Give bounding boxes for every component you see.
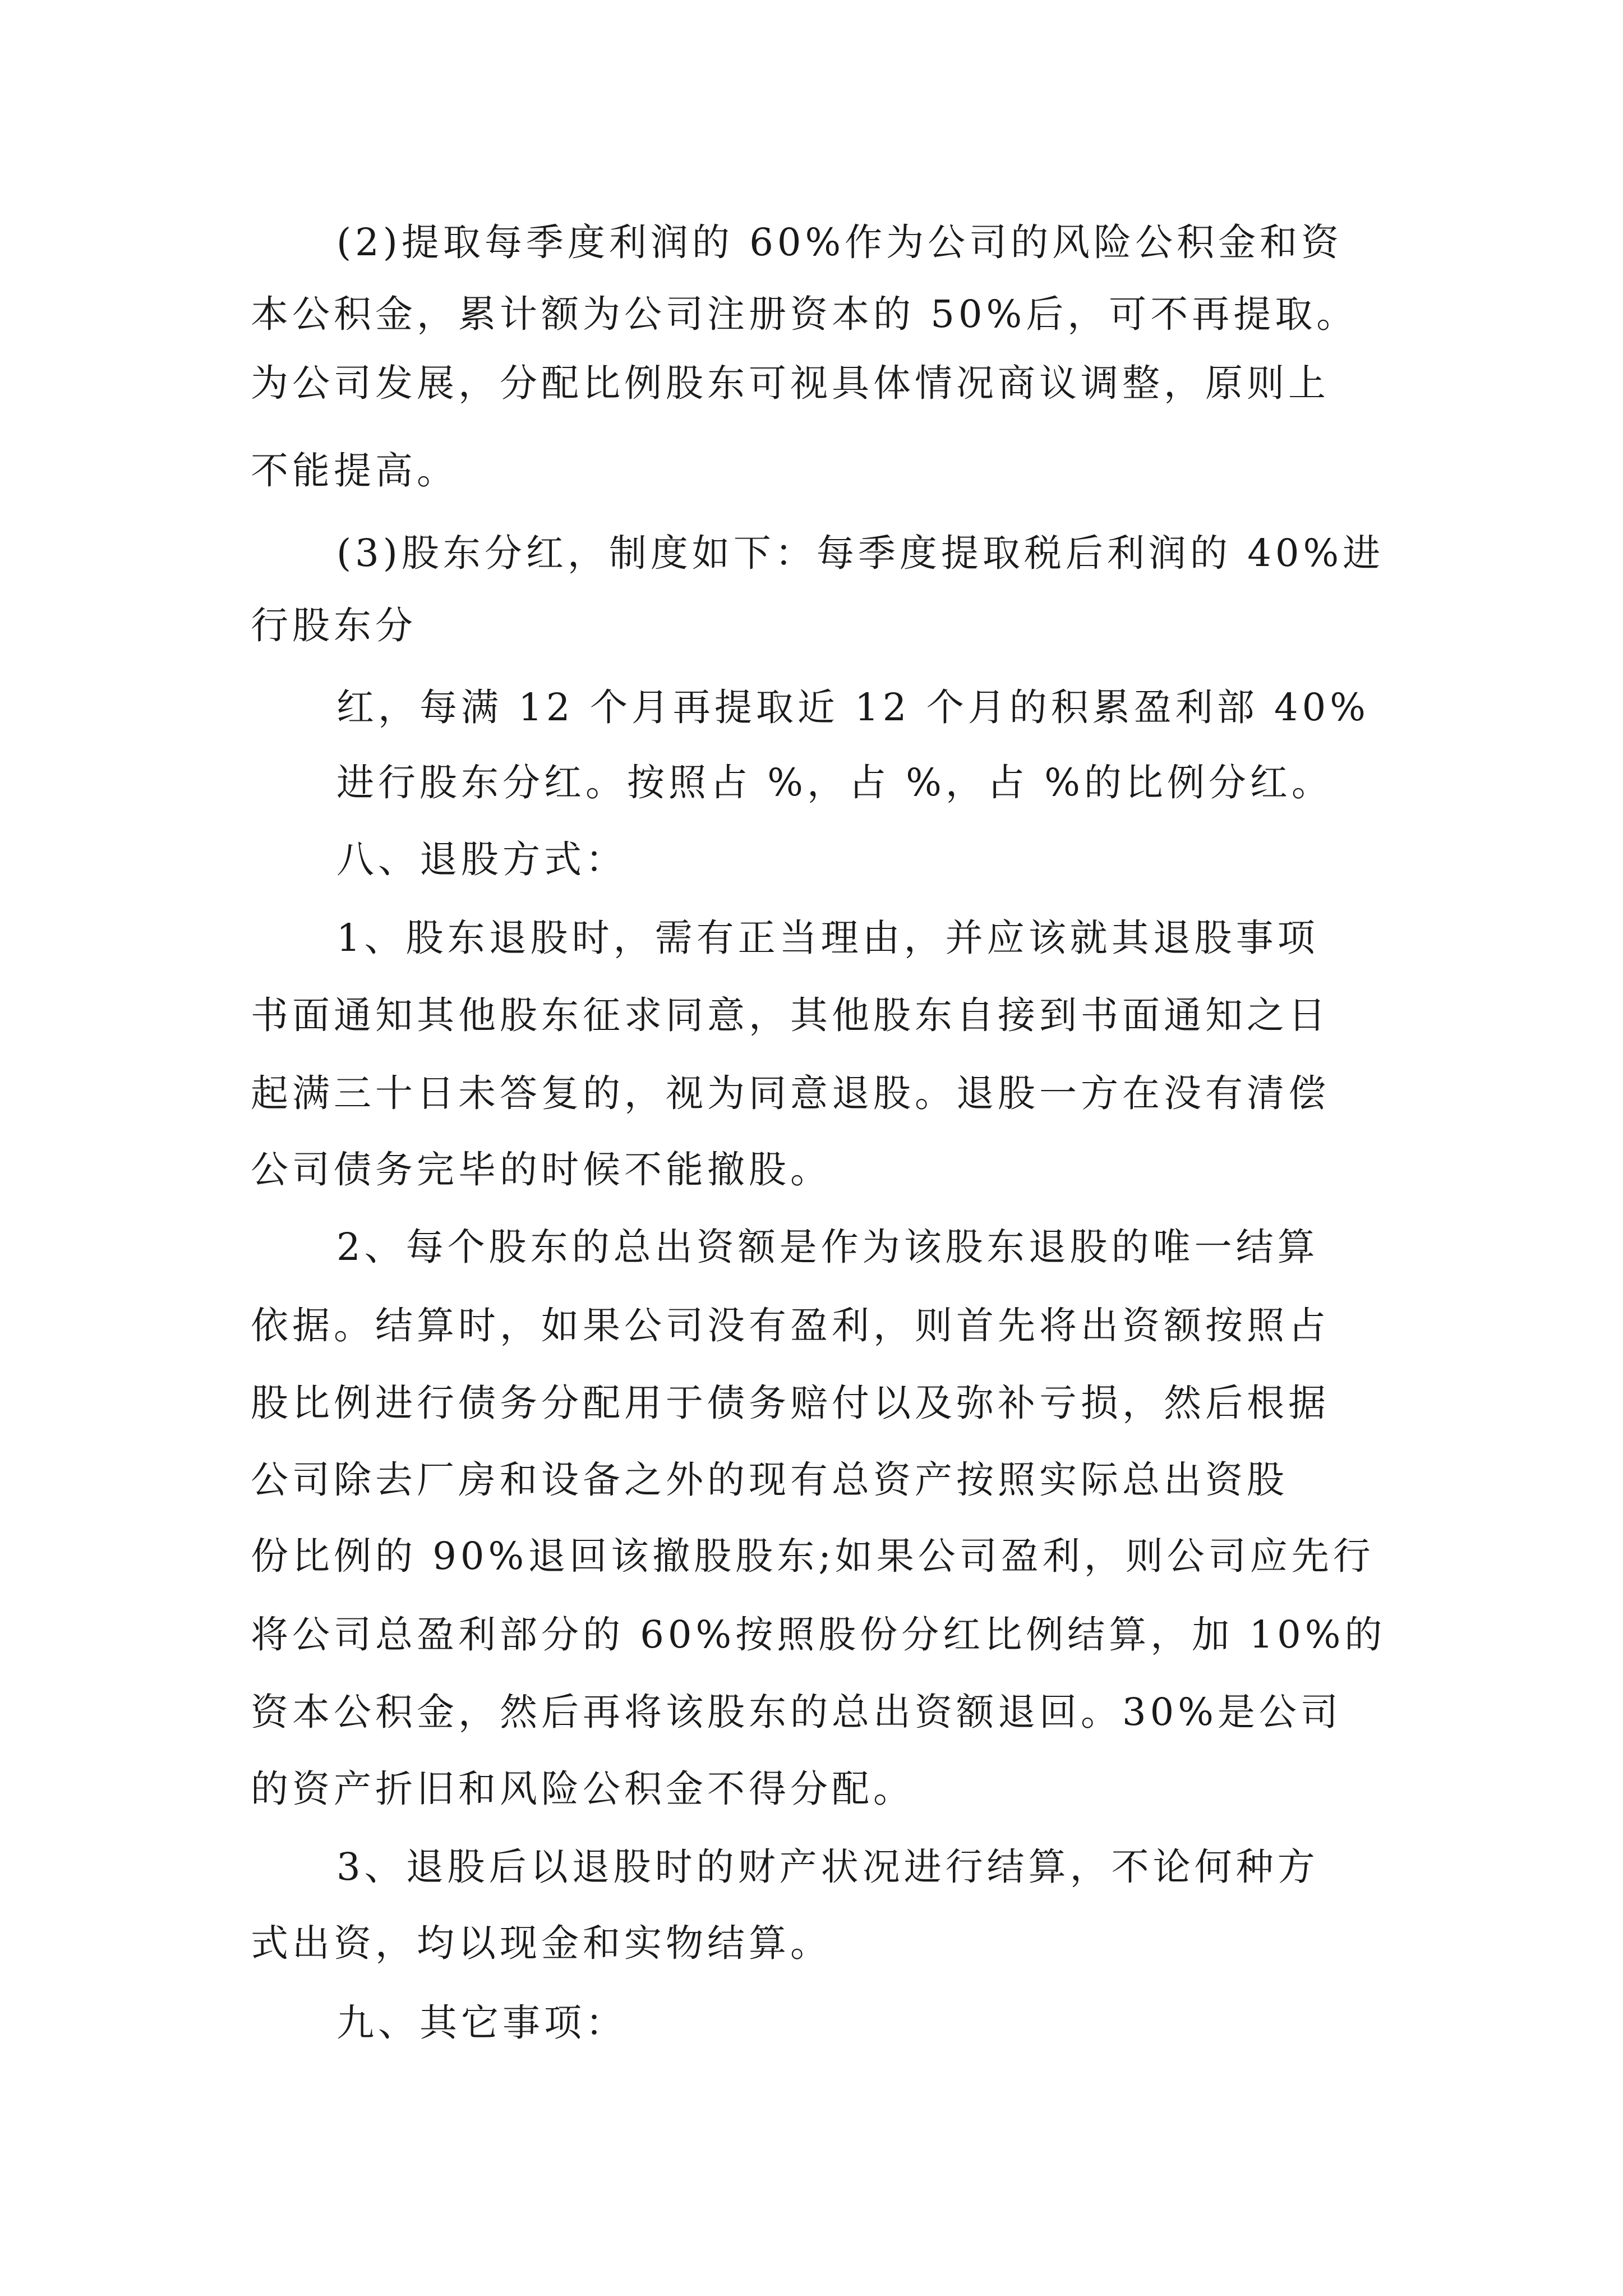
text-line: 起满三十日未答复的，视为同意退股。退股一方在没有清偿 [251,1071,1330,1115]
section-heading: 八、退股方式： [336,838,627,881]
text-line: 的资产折旧和风险公积金不得分配。 [251,1767,915,1811]
text-line: 进行股东分红。按照占 %，占 %，占 %的比例分红。 [336,761,1333,804]
text-line: 公司除去厂房和设备之外的现有总资产按照实际总出资股 [251,1458,1288,1502]
text-line: 为公司发展，分配比例股东可视具体情况商议调整，原则上 [251,361,1330,405]
text-line: 红，每满 12 个月再提取近 12 个月的积累盈利部 40% [336,685,1370,729]
text-line: (2)提取每季度利润的 60%作为公司的风险公积金和资 [336,220,1343,264]
text-line: 股比例进行债务分配用于债务赔付以及弥补亏损，然后根据 [251,1381,1330,1425]
text-line: 依据。结算时，如果公司没有盈利，则首先将出资额按照占 [251,1304,1330,1347]
text-line: 份比例的 90%退回该撤股股东;如果公司盈利，则公司应先行 [251,1534,1375,1578]
text-line: 不能提高。 [251,449,458,493]
text-line: (3)股东分红，制度如下：每季度提取税后利润的 40%进 [336,531,1385,575]
text-line: 3、退股后以退股时的财产状况进行结算，不论何种方 [336,1845,1319,1889]
text-line: 资本公积金，然后再将该股东的总出资额退回。30%是公司 [251,1690,1342,1734]
text-line: 1、股东退股时，需有正当理由，并应该就其退股事项 [336,916,1319,960]
text-line: 公司债务完毕的时候不能撤股。 [251,1148,832,1191]
text-line: 行股东分 [251,604,417,647]
section-heading: 九、其它事项： [336,2001,627,2045]
text-line: 书面通知其他股东征求同意，其他股东自接到书面通知之日 [251,993,1330,1037]
text-line: 将公司总盈利部分的 60%按照股份分红比例结算，加 10%的 [251,1613,1386,1657]
text-line: 式出资，均以现金和实物结算。 [251,1921,832,1965]
text-line: 2、每个股东的总出资额是作为该股东退股的唯一结算 [336,1225,1319,1269]
text-line: 本公积金，累计额为公司注册资本的 50%后，可不再提取。 [251,292,1358,336]
